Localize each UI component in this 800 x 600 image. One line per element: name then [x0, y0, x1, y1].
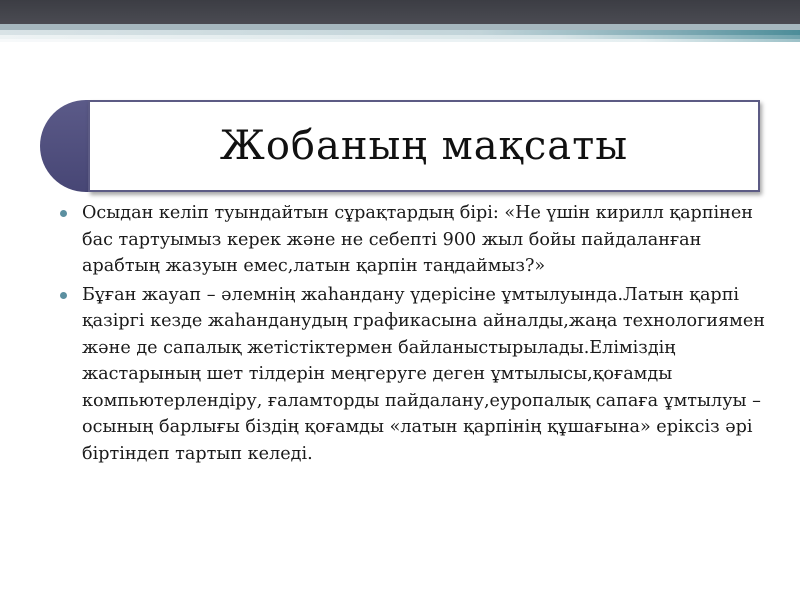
bullet-text: Осыдан келіп туындайтын сұрақтардың бірі: «Не үшін кирилл қарпінен бас тартуымыз керек және не себепті 900 жыл бойы пайдаланған арабтың жазуын емес,латын қарпін таңдаймыз?»	[82, 203, 754, 276]
bullet-item	[58, 200, 770, 280]
slide-title: Жобаның мақсаты	[219, 123, 629, 169]
bullet-dot-icon	[60, 292, 67, 299]
bullet-item	[58, 282, 770, 468]
title-box	[88, 100, 760, 192]
bullet-list	[58, 200, 770, 467]
slide-content	[58, 200, 770, 469]
bullet-text: Бұған жауап – әлемнің жаһандану үдерісіне ұмтылуында.Латын қарпі қазіргі кезде жаһанданудың графикасына айналды,жаңа технологиямен және де сапалық жетістіктермен байланыстырылады.Еліміздің жастарының шет тілдерін меңгеруге деген ұмтылысы,қоғамды компьютерлендіру, ғаламторды пайдалану,еуропалық сапаға ұмтылуы – осының барлығы біздің қоғамды «латын қарпінің құшағына» еріксіз әрі біртіндеп тартып келеді.	[82, 284, 765, 464]
decor-stripe	[0, 39, 800, 42]
top-decor-bar	[0, 0, 800, 24]
bullet-dot-icon	[60, 210, 67, 217]
